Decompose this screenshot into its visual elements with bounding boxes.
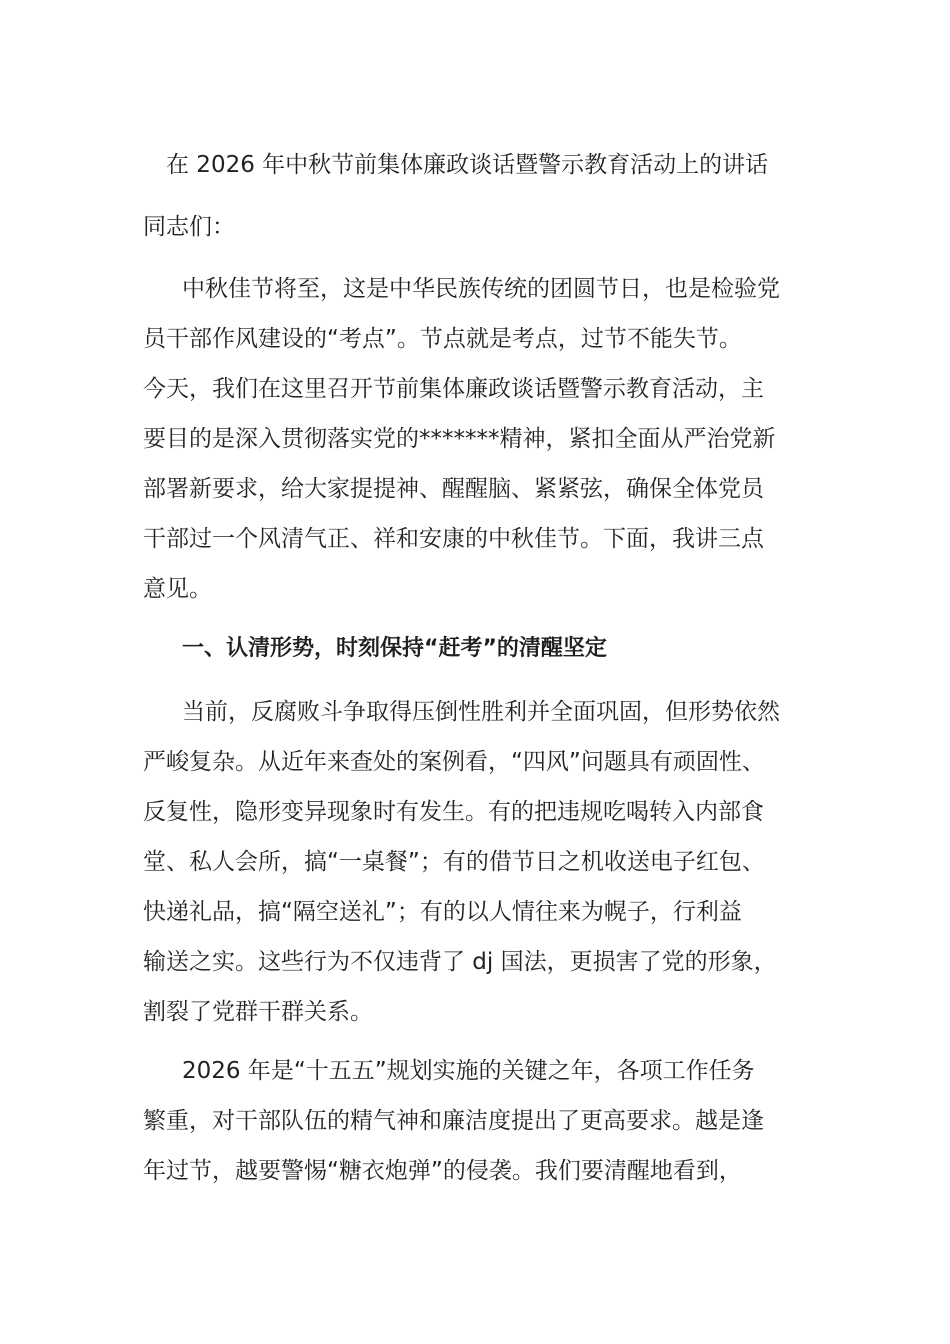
paragraph-line: 要目的是深入贯彻落实党的*******精神，紧扣全面从严治党新 [143,426,776,452]
speech-title: 在 2026 年中秋节前集体廉政谈话暨警示教育活动上的讲话 [166,152,769,178]
paragraph-line: 割裂了党群干群关系。 [143,999,373,1025]
paragraph-line: 今天，我们在这里召开节前集体廉政谈话暨警示教育活动，主 [143,376,764,402]
section-paragraph-1 [143,687,780,1037]
salutation: 同志们： [143,214,235,240]
paragraph-line: 当前，反腐败斗争取得压倒性胜利并全面巩固，但形势依然 [182,699,780,725]
paragraph-line: 繁重，对干部队伍的精气神和廉洁度提出了更高要求。越是逢 [143,1108,764,1134]
paragraph-line: 员干部作风建设的“考点”。节点就是考点，过节不能失节。 [143,326,742,352]
paragraph-line: 输送之实。这些行为不仅违背了 dj 国法，更损害了党的形象， [143,949,777,975]
paragraph-line: 快递礼品，搞“隔空送礼”；有的以人情往来为幌子，行利益 [143,899,742,925]
paragraph-line: 年过节，越要警惕“糖衣炮弹”的侵袭。我们要清醒地看到， [143,1158,742,1184]
paragraph-line: 堂、私人会所，搞“一桌餐”；有的借节日之机收送电子红包、 [143,849,765,875]
paragraph-line: 中秋佳节将至，这是中华民族传统的团圆节日，也是检验党 [182,276,780,302]
paragraph-line: 意见。 [143,576,212,602]
paragraph-line: 反复性，隐形变异现象时有发生。有的把违规吃喝转入内部食 [143,799,764,825]
paragraph-line: 严峻复杂。从近年来查处的案例看，“四风”问题具有顽固性、 [143,749,765,775]
paragraph-line: 干部过一个风清气正、祥和安康的中秋佳节。下面，我讲三点 [143,526,764,552]
section-paragraph-2 [143,1046,764,1196]
paragraph-line: 2026 年是“十五五”规划实施的关键之年，各项工作任务 [182,1058,755,1084]
section-heading: 一、认清形势，时刻保持“赶考”的清醒坚定 [182,636,607,661]
intro-paragraph [143,264,780,614]
paragraph-line: 部署新要求，给大家提提神、醒醒脑、紧紧弦，确保全体党员 [143,476,764,502]
